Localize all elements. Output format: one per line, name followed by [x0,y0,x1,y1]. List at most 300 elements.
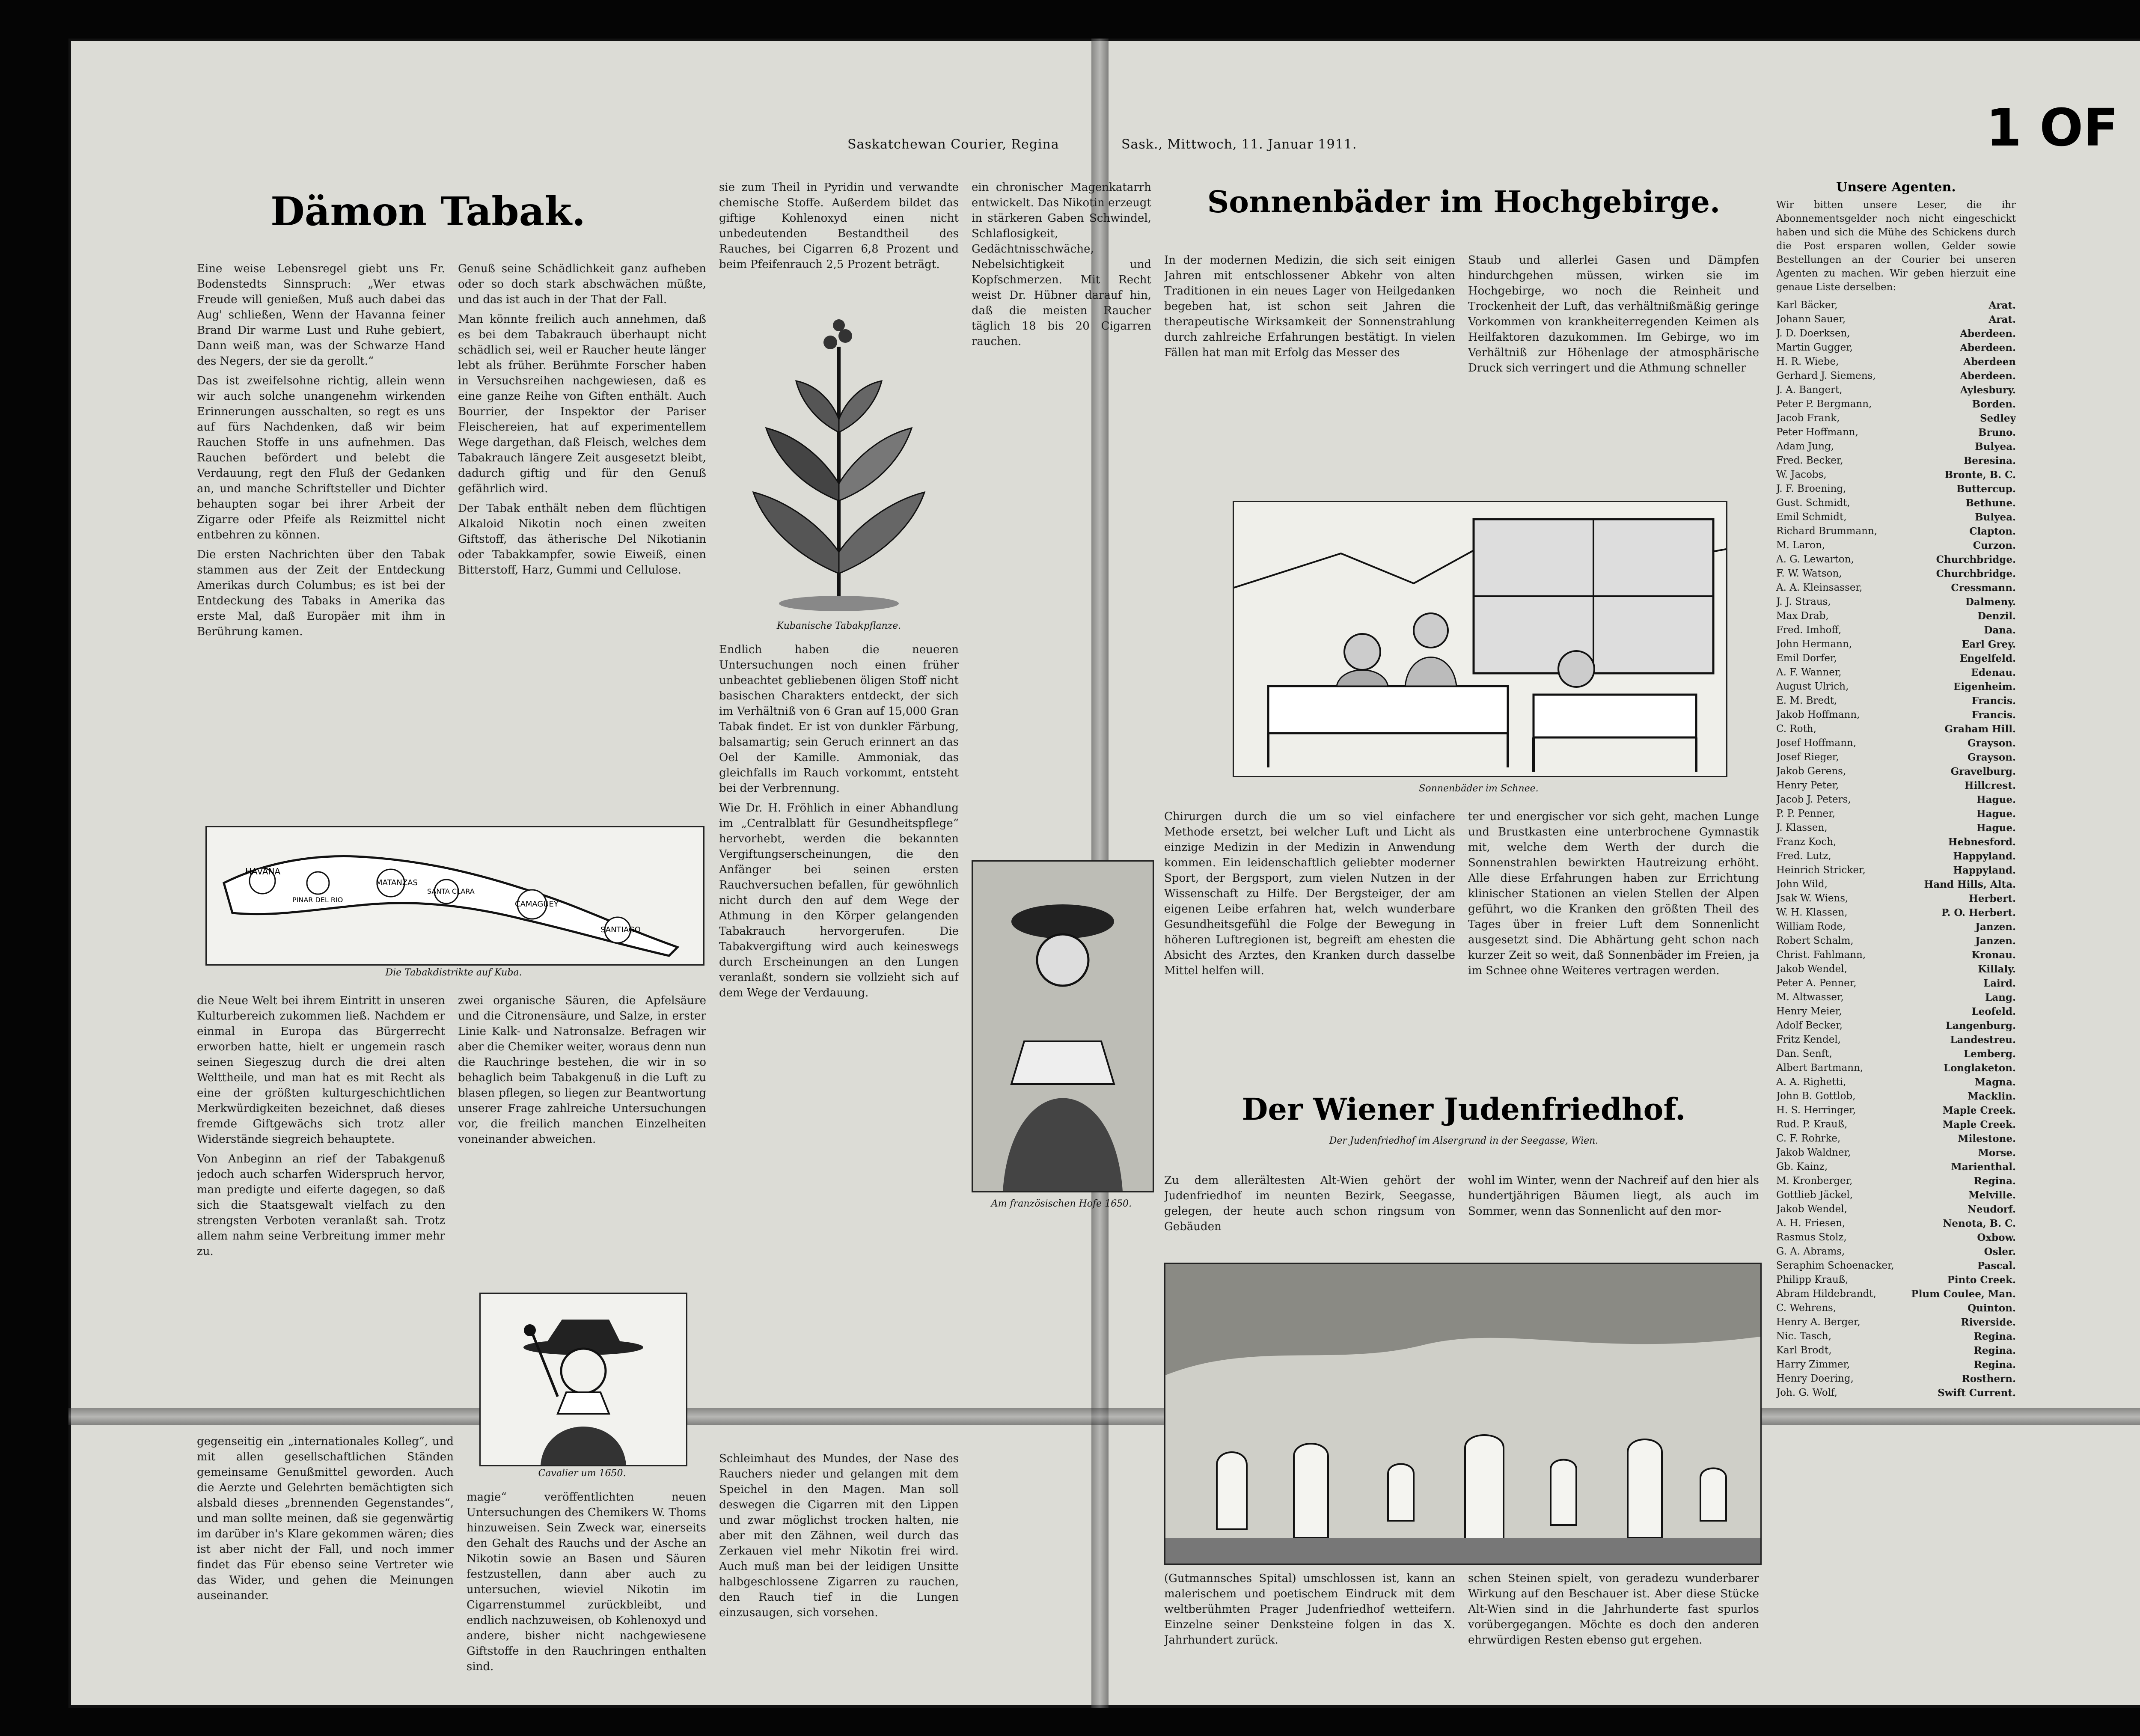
agent-place: Bruno. [1978,427,2016,438]
sonnenbaeder-left-bottom [1164,809,1455,1083]
agent-place: Kronau. [1971,949,2016,961]
tabak-headline-box [197,188,659,235]
agents-title: Unsere Agenten. [1836,180,1956,195]
agent-name: E. M. Bredt, [1776,695,1837,706]
agent-name: Seraphim Schoenacker, [1776,1260,1894,1271]
paragraph: Die ersten Nachrichten über den Tabak stammen aus der Zeit der Entdeckung Amerikas durch Columbus; es ist bei der Entdeckung des Tabaks in Amerika das erste Mal, daß Europäer mit ihm in Berührung kamen. [197,548,445,638]
agent-name: Nic. Tasch, [1776,1331,1832,1342]
agent-name: Franz Koch, [1776,836,1837,847]
cuba-map-illustration [207,827,703,964]
agent-row [1776,1358,2016,1372]
tabak-headline: Dämon Tabak. [270,188,586,235]
agent-name: John Hermann, [1776,639,1852,650]
agent-name: Peter Hoffmann, [1776,427,1858,438]
middle-column-bottom [719,1451,959,1691]
agent-place: Melville. [1968,1189,2016,1201]
agent-row [1776,411,2016,425]
agent-row [1776,1103,2016,1118]
agent-place: Bronte, B. C. [1944,469,2016,481]
agent-name: C. Roth, [1776,723,1816,734]
agent-row [1776,1344,2016,1358]
agent-row [1776,1259,2016,1273]
agent-name: Henry Peter, [1776,780,1839,791]
agent-row [1776,355,2016,369]
paragraph: wohl im Winter, wenn der Nachreif auf den hier als hundertjährigen Bäumen liegt, als auch im Sommer, wenn das Sonnenlicht auf den mor- [1468,1174,1759,1218]
agent-row [1776,1174,2016,1188]
agent-place: Regina. [1974,1331,2016,1342]
friedhof-subtitle: Der Judenfriedhof im Alsergrund in der Seegasse, Wien. [1329,1136,1599,1146]
agent-name: Dan. Senft, [1776,1048,1832,1059]
agent-place: Bulyea. [1975,511,2016,523]
cavalier-figure [479,1293,687,1466]
agent-place: Killaly. [1978,963,2016,975]
agent-name: Richard Brummann, [1776,526,1878,537]
agent-row [1776,863,2016,877]
agent-place: Morse. [1978,1147,2016,1159]
handwritten-page-note: 1 OF [1986,98,2119,158]
agent-name: J. D. Doerksen, [1776,328,1850,339]
agent-name: Adam Jung, [1776,441,1834,452]
tabak-column-bottom-left [197,1434,454,1691]
agent-row [1776,1033,2016,1047]
agent-place: Neudorf. [1967,1204,2016,1215]
agent-name: August Ulrich, [1776,681,1849,692]
paragraph: Zu dem allerältesten Alt-Wien gehört der Judenfriedhof im neunten Bezirk, Seegasse, gelegen, der heute auch schon ringsum von Gebäuden [1164,1174,1455,1233]
paragraph: Staub und allerlei Gasen und Dämpfen hindurchgehen müssen, wirken sie im Hochgebirge, wo noch die Reinheit und Trockenheit der Luft, das verhältnißmäßig geringe Vorkommen von krankheiterregenden Keimen als Heilfaktoren dazukommen. Im Gebirge, wo im Verhältniß zur Höhenlage der atmosphärische Druck sich verringert und die Athmung schneller [1468,254,1759,375]
agent-place: Milestone. [1958,1133,2016,1144]
agent-row [1776,906,2016,920]
middle-column-top [719,180,959,291]
agent-place: Marienthal. [1951,1161,2016,1173]
agent-row [1776,440,2016,454]
agent-row [1776,990,2016,1005]
agent-place: Churchbridge. [1936,568,2016,580]
agent-name: William Rode, [1776,921,1846,932]
agent-row [1776,835,2016,849]
agent-place: Aylesbury. [1960,384,2016,396]
agent-place: Grayson. [1967,737,2016,749]
agent-name: A. H. Friesen, [1776,1218,1846,1229]
agent-name: Jakob Wendel, [1776,963,1847,975]
cemetery-illustration [1165,1264,1760,1564]
agent-place: Francis. [1971,695,2016,707]
agent-name: Jakob Waldner, [1776,1147,1851,1158]
agent-place: Hillcrest. [1964,780,2016,791]
agent-name: W. H. Klassen, [1776,907,1848,918]
agent-row [1776,1089,2016,1103]
masthead-date: Sask., Mittwoch, 11. Januar 1911. [1121,137,1357,152]
agent-place: Langenburg. [1945,1020,2016,1031]
agent-name: Peter P. Bergmann, [1776,398,1872,410]
agent-name: M. Altwasser, [1776,992,1844,1003]
paragraph: Der Tabak enthält neben dem flüchtigen Alkaloid Nikotin noch einen zweiten Giftstoff, das ätherische Del Nikotianin oder Tabakkampfer, sowie Eiweiß, einen Bitterstoff, Harz, Gummi und Cellulose. [458,502,706,577]
middle-column-lower [719,642,959,1438]
agent-place: Rosthern. [1962,1373,2016,1385]
agent-place: Regina. [1974,1359,2016,1370]
agent-name: Josef Hoffmann, [1776,737,1857,749]
agent-place: Arat. [1988,300,2016,311]
agent-place: Francis. [1971,709,2016,721]
agent-name: G. A. Abrams, [1776,1246,1845,1257]
paragraph: magie“ veröffentlichten neuen Untersuchungen des Chemikers W. Thoms hinzuweisen. Sein Zweck war, einerseits den Gehalt des Rauchs und der Asche an Nikotin sowie an Basen und Säuren festzustellen, dann aber auch zu untersuchen, wieviel Nikotin im Cigarrenstummel zurückbleibt, und endlich nachzuweisen, ob Kohlenoxyd und andere, bisher nicht nachgewiesene Giftstoffe in den Rauchringen enthalten sind. [467,1491,706,1673]
agent-row [1776,1188,2016,1202]
agent-name: W. Jacobs, [1776,469,1827,480]
agent-name: M. Laron, [1776,540,1825,551]
agent-name: C. F. Rohrke, [1776,1133,1841,1144]
friedhof-right-bottom [1468,1571,1759,1699]
agent-place: Denzil. [1977,610,2016,622]
paragraph: Eine weise Lebensregel giebt uns Fr. Bodenstedts Sinnspruch: „Wer etwas Freude will genießen, Muß auch dabei das Aug' schließen, Wenn der Havanna feiner Brand Dir warme Lust und Ruhe gebiert, Dann weiß man, was der Schwarze Hand des Negers, der sie da gerollt.“ [197,262,445,368]
agent-name: Heinrich Stricker, [1776,865,1866,876]
cavalier-illustration [481,1294,686,1465]
agent-row [1776,1202,2016,1216]
agent-place: Leofeld. [1971,1006,2016,1017]
paragraph: Genuß seine Schädlichkeit ganz aufheben oder so doch stark abschwächen müßte, und das ist auch in der That der Fall. [458,262,706,306]
agent-place: Oxbow. [1977,1232,2016,1243]
paragraph: Von Anbeginn an rief der Tabakgenuß jedoch auch scharfen Widerspruch hervor, man predigte und eiferte dagegen, so daß sich die Staatsgewalt vielfach zu den strengsten Verboten veranlaßt sah. Trotz allem nahm seine Verbreitung immer mehr zu. [197,1153,445,1258]
friedhof-left-top [1164,1173,1455,1254]
paragraph: (Gutmannsches Spital) umschlossen ist, kann an malerischem und poetischem Eindruck mit dem weltberühmten Prager Judenfriedhof wetteifern. Einzelne seiner Denksteine folgen in das X. Jahrhundert zurück. [1164,1572,1455,1647]
agent-name: Gb. Kainz, [1776,1161,1828,1172]
agent-row [1776,666,2016,680]
agent-place: Aberdeen. [1960,328,2016,339]
paragraph: In der modernen Medizin, die sich seit einigen Jahren mit entschlossener Abkehr von alten Traditionen in ein neues Lager von Heilgedanken begeben hat, ist schon seit Jahren die therapeutische Wirksamkeit der Sonnenstrahlung durch zahlreiche Erfahrungen bestätigt. In vielen Fällen hat man mit Erfolg das Messer des [1164,254,1455,359]
agent-row [1776,496,2016,510]
agent-place: Pinto Creek. [1947,1274,2016,1286]
agent-place: Dalmeny. [1965,596,2016,608]
agent-row [1776,397,2016,411]
tabak-column-lower-2 [458,993,706,1284]
cavalier-caption: Cavalier um 1650. [538,1468,626,1479]
agent-row [1776,934,2016,948]
agent-name: Peter A. Penner, [1776,978,1857,989]
agent-name: John B. Gottlob, [1776,1091,1856,1102]
paragraph: gegenseitig ein „internationales Kolleg“, und mit allen gesellschaftlichen Ständen gemeinsame Genußmittel geworden. Auch die Aerzte und Gelehrten bemächtigten sich alsbald dieses „brennenden Gegenstandes“, und man sollte meinen, daß sie gegenwärtig im darüber in's Klare gekommen wären; dies ist aber nicht der Fall, und noch immer findet das Für ebenso seine Vertreter wie das Wider, und gehen die Meinungen auseinander. [197,1435,454,1602]
agent-place: Dana. [1984,624,2016,636]
agent-place: Osler. [1984,1246,2016,1257]
agent-name: A. G. Lewarton, [1776,554,1854,565]
agent-row [1776,793,2016,807]
agent-name: M. Kronberger, [1776,1175,1853,1186]
agent-name: Rud. P. Krauß, [1776,1119,1848,1130]
agent-name: Fred. Imhoff, [1776,624,1842,636]
agent-place: Quinton. [1968,1302,2016,1314]
agent-row [1776,694,2016,708]
agent-place: Maple Creek. [1942,1119,2016,1130]
agent-name: Henry Meier, [1776,1006,1842,1017]
agent-place: Churchbridge. [1936,554,2016,565]
court-caption: Am französischen Hofe 1650. [991,1198,1132,1209]
agent-place: Plum Coulee, Man. [1911,1288,2016,1300]
agent-place: Arat. [1988,314,2016,325]
sonnenbaeder-headline: Sonnenbäder im Hochgebirge. [1207,184,1721,220]
friedhof-headline-box [1164,1091,1763,1146]
map-label: SANTA CLARA [427,887,475,895]
agent-row [1776,1118,2016,1132]
court-figure [972,860,1154,1192]
agent-row [1776,1301,2016,1315]
agent-place: Lemberg. [1963,1048,2016,1060]
newspaper-page [68,39,2140,1708]
agent-row [1776,553,2016,567]
paragraph: ein chronischer Magenkatarrh entwickelt. Das Nikotin erzeugt in stärkeren Gaben Schwindel, Schlaflosigkeit, Gedächtnisschwäche, Nebelsichtigkeit und Kopfschmerzen. Mit Recht weist Dr. Hübner darauf hin, daß die meisten Raucher täglich 18 bis 20 Cigarren rauchen. [972,181,1151,348]
agent-name: A. F. Wanner, [1776,667,1842,678]
paragraph: ter und energischer vor sich geht, machen Lunge und Brustkasten eine unterbrochene Gymnastik mit, welche dem Werth der durch die Sonnenstrahlen bewirkten Hautreizung erhöht. Alle diese Erfahrungen haben zur Errichtung klinischer Stationen an vielen Stellen der Alpen geführt, wo die Kranken den größten Theil des Tages über in freier Luft dem Sonnenlicht ausgesetzt sind. Die Abhärtung geht schon nach kurzer Zeit so weit, daß Sonnenbäder im Freien, ja im Schnee ohne Weiteres vertragen werden. [1468,810,1759,977]
agent-row [1776,623,2016,637]
paragraph: sie zum Theil in Pyridin und verwandte chemische Stoffe. Außerdem bildet das giftige Kohlenoxyd einen nicht unbedeutenden Bestandtheil des Rauches, bei Cigarren 6,8 Prozent und beim Pfeifenrauch 2,5 Prozent beträgt. [719,181,959,271]
agent-place: Buttercup. [1956,483,2016,495]
agent-name: J. J. Straus, [1776,596,1831,607]
agent-place: Aberdeen [1963,356,2016,368]
agent-name: Jsak W. Wiens, [1776,893,1849,904]
paragraph: Man könnte freilich auch annehmen, daß es bei dem Tabakrauch überhaupt nicht schädlich sei, weil er Raucher heute länger lebt als früher. Berühmte Forscher haben in Versuchsreihen nachgewiesen, daß es eine ganze Reihe von Giften enthält. Auch Bourrier, der Inspektor der Pariser Fleischereien, hat auf experimentellem Wege dargethan, daß Fleisch, welches dem Tabakrauch längere Zeit ausgesetzt bleibt, dadurch giftig und für den Genuß gefährlich wird. [458,313,706,495]
agent-row [1776,877,2016,892]
agent-name: Philipp Krauß, [1776,1274,1849,1285]
agent-name: Martin Gugger, [1776,342,1853,353]
agent-name: Gerhard J. Siemens, [1776,370,1876,381]
agent-row [1776,1386,2016,1400]
agent-name: John Wild, [1776,879,1828,890]
agent-name: Gust. Schmidt, [1776,497,1850,508]
agent-row [1776,1160,2016,1174]
tabak-column-1 [197,261,445,817]
agent-row [1776,425,2016,440]
agent-row [1776,1315,2016,1329]
masthead-left: Saskatchewan Courier, Regina [847,137,1059,152]
agent-name: Fred. Becker, [1776,455,1843,466]
agent-place: Hague. [1976,822,2016,834]
agent-place: Nenota, B. C. [1943,1218,2016,1229]
agent-row [1776,807,2016,821]
agent-place: Curzon. [1973,540,2016,551]
agent-row [1776,680,2016,694]
sonnenbaeder-left-top [1164,253,1455,492]
agent-row [1776,1329,2016,1344]
agents-list [1776,298,2016,1400]
agent-place: Beresina. [1963,455,2016,467]
agent-name: Gottlieb Jäckel, [1776,1189,1853,1201]
map-label: SANTIAGO [600,925,641,934]
agent-place: Janzen. [1975,935,2016,947]
friedhof-headline: Der Wiener Judenfriedhof. [1242,1091,1686,1127]
paragraph: schen Steinen spielt, von geradezu wunderbarer Wirkung auf den Beschauer ist. Aber diese Stücke Alt-Wien sind in die Jahrhunderte fast spurlos vorübergegangen. Möchte es doch den anderen ehrwürdigen Resten ebenso gut ergehen. [1468,1572,1759,1647]
cemetery-figure [1164,1263,1762,1565]
agent-place: Herbert. [1969,893,2016,904]
agent-place: Bethune. [1965,497,2016,509]
agent-name: J. Klassen, [1776,822,1828,833]
tobacco-plant-caption: Kubanische Tabakpflanze. [776,621,901,631]
agent-row [1776,327,2016,341]
agent-row [1776,736,2016,750]
agent-name: H. S. Herringer, [1776,1105,1856,1116]
agent-place: Aberdeen. [1960,342,2016,354]
agent-place: Gravelburg. [1950,766,2016,777]
agent-name: Emil Dorfer, [1776,653,1837,664]
agent-row [1776,976,2016,990]
agent-place: P. O. Herbert. [1941,907,2016,919]
agent-name: Abram Hildebrandt, [1776,1288,1876,1299]
agent-row [1776,722,2016,736]
agent-row [1776,708,2016,722]
agent-row [1776,637,2016,651]
agent-place: Hague. [1976,794,2016,806]
agent-name: Jakob Gerens, [1776,766,1846,777]
agent-name: Albert Bartmann, [1776,1062,1864,1073]
agent-name: A. A. Kleinsasser, [1776,582,1863,593]
agent-name: Emil Schmidt, [1776,511,1847,523]
agents-column [1776,180,2016,1703]
agent-row [1776,1061,2016,1075]
agent-place: Borden. [1972,398,2016,410]
agent-row [1776,454,2016,468]
agent-name: Jacob Frank, [1776,413,1840,424]
agent-place: Magna. [1974,1076,2016,1088]
agent-place: Grayson. [1967,752,2016,763]
agent-place: Pascal. [1977,1260,2016,1272]
agent-place: Macklin. [1968,1091,2016,1102]
agent-row [1776,1245,2016,1259]
agent-row [1776,482,2016,496]
agent-name: Karl Brodt, [1776,1345,1832,1356]
agent-row [1776,948,2016,962]
agent-row [1776,821,2016,835]
agent-place: Janzen. [1975,921,2016,933]
tabak-column-2 [458,261,706,817]
agent-row [1776,298,2016,312]
agent-name: Rasmus Stolz, [1776,1232,1847,1243]
tobacco-plant-figure [736,295,942,612]
agent-place: Regina. [1974,1175,2016,1187]
agent-name: Henry Doering, [1776,1373,1854,1384]
agent-row [1776,1075,2016,1089]
agent-row [1776,468,2016,482]
agent-row [1776,962,2016,976]
friedhof-left-bottom [1164,1571,1455,1699]
agent-row [1776,369,2016,383]
agent-row [1776,1372,2016,1386]
agent-row [1776,892,2016,906]
map-label: MATANZAS [376,878,418,887]
agent-row [1776,1132,2016,1146]
cuba-map-figure [205,826,704,966]
agent-row [1776,1287,2016,1301]
agent-name: P. P. Penner, [1776,808,1835,819]
sonnenbaeder-right-top [1468,253,1759,492]
agent-row [1776,849,2016,863]
agent-name: Harry Zimmer, [1776,1359,1850,1370]
agent-row [1776,581,2016,595]
tabak-column-lower-1 [197,993,445,1378]
cuba-map-caption: Die Tabakdistrikte auf Kuba. [385,967,522,978]
agent-name: C. Wehrens, [1776,1302,1837,1314]
agent-name: Henry A. Berger, [1776,1317,1861,1328]
agent-name: Robert Schalm, [1776,935,1854,946]
agent-row [1776,1019,2016,1033]
sunbath-caption: Sonnenbäder im Schnee. [1419,783,1539,794]
agent-place: Clapton. [1969,526,2016,537]
agent-place: Swift Current. [1938,1387,2016,1399]
agent-row [1776,1005,2016,1019]
agent-row [1776,779,2016,793]
agent-name: J. F. Broening, [1776,483,1846,494]
court-illustration [973,862,1153,1191]
tobacco-plant-illustration [736,295,942,612]
agent-row [1776,524,2016,538]
agent-place: Aberdeen. [1960,370,2016,382]
paragraph: die Neue Welt bei ihrem Eintritt in unseren Kulturbereich zukommen ließ. Nachdem er einmal in Europa das Bürgerrecht erworben hatte, hielt er ungemein rasch seinen Siegeszug durch die drei alten Welttheile, und man hat es mit Recht als eine der größten kulturgeschichtlichen Merkwürdigkeiten bezeichnet, daß dieses fremde Giftgewächs sich trotz aller Widerstände siegreich behauptete. [197,994,445,1146]
agent-row [1776,920,2016,934]
agent-name: Adolf Becker, [1776,1020,1843,1031]
agent-row [1776,764,2016,779]
paragraph: Wie Dr. H. Fröhlich in einer Abhandlung im „Centralblatt für Gesundheitspflege“ hervorhebt, werden die bekannten Vergiftungserscheinungen, die den Anfänger bei seinen ersten Rauchversuchen befallen, für gewöhnlich nicht durch den auf dem Wege der Athmung in den Körper gelangenden Tabakrauch hervorgerufen. Die Tabakvergiftung wird auch keineswegs durch Erscheinungen an den Lungen veranlaßt, sondern sie vollzieht sich auf dem Wege der Verdauung. [719,802,959,999]
agent-name: J. A. Bangert, [1776,384,1843,395]
agents-intro: Wir bitten unsere Leser, die ihr Abonnementsgelder noch nicht eingeschickt haben und sich die Mühe des Schickens durch die Post ersparen wollen, Gelder sowie Bestellungen an der Courier bei unseren Agenten zu machen. Wir geben hierzuit eine genaue Liste derselben: [1776,199,2016,293]
map-label: PINAR DEL RIO [292,896,343,904]
map-label: HAVANA [245,866,281,877]
paragraph: Das ist zweifelsohne richtig, allein wenn wir auch solche unangenehm wirkenden Erinnerungen ausschalten, so regt es uns auf fürs Nachdenken, daß wir beim Rauchen Stoffe in uns aufnehmen. Das Rauchen befördert und belebt die Verdauung, regt den Fluß der Gedanken an, und manche Schriftsteller und Dichter behaupten sogar bei ihrer Arbeit der Zigarre oder Pfeife als Reizmittel nicht entbehren zu können. [197,375,445,541]
agent-place: Hand Hills, Alta. [1924,879,2016,890]
agent-row [1776,538,2016,553]
agent-row [1776,341,2016,355]
agent-place: Eigenheim. [1953,681,2016,693]
agent-place: Happyland. [1953,850,2016,862]
agent-place: Regina. [1974,1345,2016,1356]
agent-row [1776,750,2016,764]
agent-place: Lang. [1985,992,2016,1003]
agent-row [1776,1231,2016,1245]
agent-place: Hague. [1976,808,2016,820]
agent-row [1776,510,2016,524]
paragraph: zwei organische Säuren, die Apfelsäure und die Citronensäure, und Salze, in erster Linie Kalk- und Natronsalze. Befragen wir aber die Chemiker weiter, woraus denn nun die Rauchringe bestehen, die wir in so behaglich beim Tabakgenuß in die Luft zu blasen pflegen, so liegen zur Beantwortung unserer Frage zahlreiche Untersuchungen vor, die freilich manchen Einzelheiten voneinander abweichen. [458,994,706,1146]
sunbath-illustration [1234,502,1726,776]
agent-row [1776,1047,2016,1061]
agent-row [1776,383,2016,397]
agent-row [1776,1273,2016,1287]
agent-name: A. A. Righetti, [1776,1076,1846,1088]
agent-row [1776,651,2016,666]
agent-place: Longlaketon. [1943,1062,2016,1074]
agent-name: Jacob J. Peters, [1776,794,1851,805]
agent-name: F. W. Watson, [1776,568,1842,579]
sunbath-figure [1233,501,1727,777]
agent-name: Jakob Wendel, [1776,1204,1847,1215]
agent-name: Karl Bäcker, [1776,300,1838,311]
friedhof-right-top [1468,1173,1759,1254]
agent-name: Fred. Lutz, [1776,850,1831,862]
agent-place: Edenau. [1971,667,2016,678]
agent-row [1776,1216,2016,1231]
agent-place: Sedley [1980,413,2016,424]
map-label: CAMAGUEY [515,900,559,909]
agent-name: Max Drab, [1776,610,1829,621]
agent-row [1776,1146,2016,1160]
agent-place: Bulyea. [1975,441,2016,452]
agent-place: Landestreu. [1950,1034,2016,1046]
sonnenbaeder-right-bottom [1468,809,1759,1083]
agent-place: Cressmann. [1951,582,2016,594]
agent-name: Christ. Fahlmann, [1776,949,1866,960]
paragraph: Chirurgen durch die um so viel einfachere Methode ersetzt, bei welcher Luft und Licht als einzige Medizin in der Medizin in Anwendung kommen. Ein leidenschaftlich geliebter moderner Sport, der Bergsport, zum vielen Nutzen in der Wissenschaft zu Hilfe. Der Bergsteiger, der am eigenen Leibe erfahren hat, welch wunderbare Gesundheitsgefühl die Folge der Bewegung in höheren Luftregionen ist, begreift am ehesten die Absicht des Arztes, den Kranken durch dasselbe Mittel helfen will. [1164,810,1455,977]
agent-row [1776,567,2016,581]
agent-place: Earl Grey. [1962,639,2016,650]
agent-name: Joh. G. Wolf, [1776,1387,1837,1398]
agent-row [1776,595,2016,609]
agent-place: Happyland. [1953,865,2016,876]
agent-name: H. R. Wiebe, [1776,356,1839,367]
agent-place: Graham Hill. [1944,723,2016,735]
agent-place: Maple Creek. [1942,1105,2016,1116]
agent-name: Fritz Kendel, [1776,1034,1841,1045]
